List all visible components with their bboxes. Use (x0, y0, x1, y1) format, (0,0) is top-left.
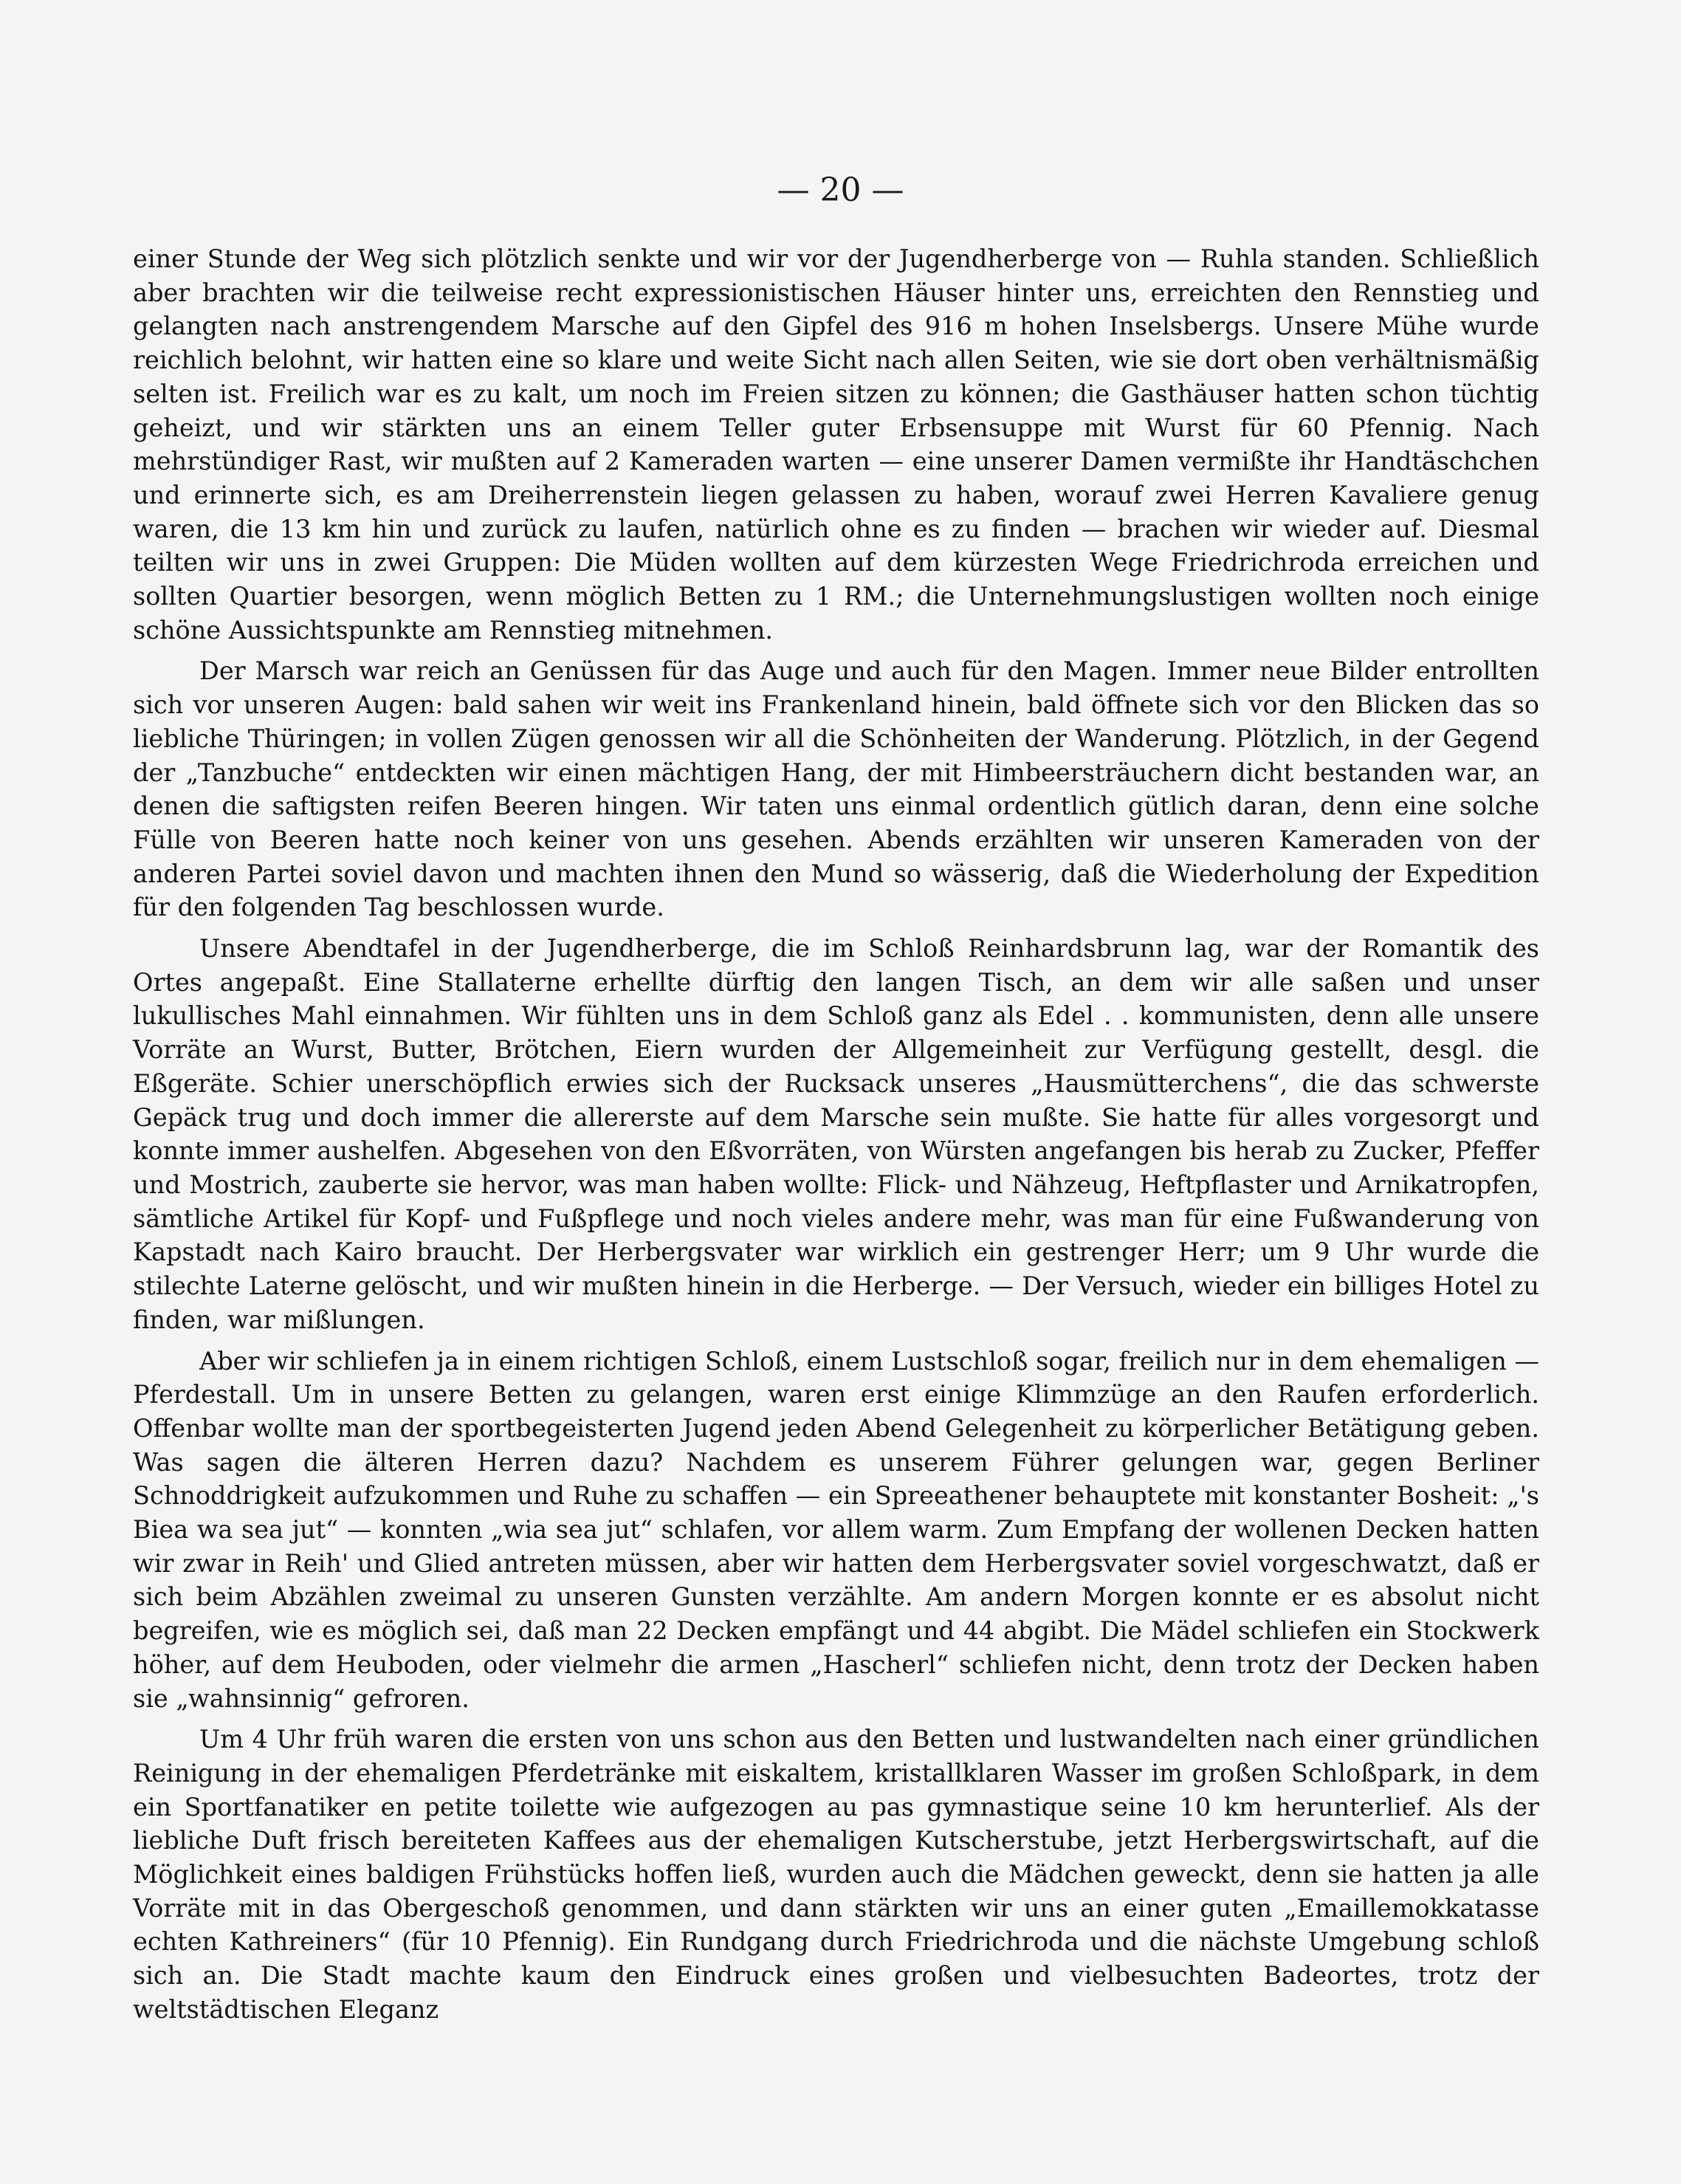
page-number: — 20 — (777, 171, 904, 209)
body-text (133, 242, 1539, 2034)
paragraph-3: Unsere Abendtafel in der Jugendherberge, die im Schloß Reinhardsbrunn lag, war der Romantik des Ortes angepaßt. Eine Stallaterne erhellte dürftig den langen Tisch, an dem wir alle saßen und unser lukullisches Mahl einnahmen. Wir fühlten uns in dem Schloß ganz als Edel . . kommunisten, denn alle unsere Vorräte an Wurst, Butter, Brötchen, Eiern wurden der Allgemeinheit zur Verfügung gestellt, desgl. die Eßgeräte. Schier unerschöpflich erwies sich der Rucksack unseres „Hausmütterchens“, die das schwerste Gepäck trug und doch immer die allererste auf dem Marsche sein mußte. Sie hatte für alles vorgesorgt und konnte immer aushelfen. Abgesehen von den Eßvorräten, von Würsten angefangen bis herab zu Zucker, Pfeffer und Mostrich, zauberte sie hervor, was man haben wollte: Flick- und Nähzeug, Heftpflaster und Arnikatropfen, sämtliche Artikel für Kopf- und Fußpflege und noch vieles andere mehr, was man für eine Fußwanderung von Kapstadt nach Kairo braucht. Der Herbergsvater war wirklich ein gestrenger Herr; um 9 Uhr wurde die stilechte Laterne gelöscht, und wir mußten hinein in die Herberge. — Der Versuch, wieder ein billiges Hotel zu finden, war mißlungen. (133, 934, 1539, 1334)
paragraph-2: Der Marsch war reich an Genüssen für das Auge und auch für den Magen. Immer neue Bilder entrollten sich vor unseren Augen: bald sahen wir weit ins Frankenland hinein, bald öffnete sich vor den Blicken das so liebliche Thüringen; in vollen Zügen genossen wir all die Schönheiten der Wanderung. Plötzlich, in der Gegend der „Tanzbuche“ entdeckten wir einen mächtigen Hang, der mit Himbeersträuchern dicht bestanden war, an denen die saftigsten reifen Beeren hingen. Wir taten uns einmal ordentlich gütlich daran, denn eine solche Fülle von Beeren hatte noch keiner von uns gesehen. Abends erzählten wir unseren Kameraden von der anderen Partei soviel davon und machten ihnen den Mund so wässerig, daß die Wiederholung der Expedition für den folgenden Tag beschlossen wurde. (133, 656, 1539, 922)
paragraph-5: Um 4 Uhr früh waren die ersten von uns schon aus den Betten und lustwandelten nach einer gründlichen Reinigung in der ehemaligen Pferdetränke mit eiskaltem, kristallklaren Wasser im großen Schloßpark, in dem ein Sportfanatiker en petite toilette wie aufgezogen au pas gymnastique seine 10 km herunterlief. Als der liebliche Duft frisch bereiteten Kaffees aus der ehemaligen Kutscherstube, jetzt Herbergswirtschaft, auf die Möglichkeit eines baldigen Frühstücks hoffen ließ, wurden auch die Mädchen geweckt, denn sie hatten ja alle Vorräte mit in das Obergeschoß genommen, und dann stärkten wir uns an einer guten „Emaillemokkatasse echten Kathreiners“ (für 10 Pfennig). Ein Rundgang durch Friedrichroda und die nächste Umgebung schloß sich an. Die Stadt machte kaum den Eindruck eines großen und vielbesuchten Badeortes, trotz der weltstädtischen Eleganz (133, 1725, 1539, 2024)
paragraph-4: Aber wir schliefen ja in einem richtigen Schloß, einem Lustschloß sogar, freilich nur in dem ehemaligen — Pferdestall. Um in unsere Betten zu gelangen, waren erst einige Klimmzüge an den Raufen erforderlich. Offenbar wollte man der sportbegeisterten Jugend jeden Abend Gelegenheit zu körperlicher Betätigung geben. Was sagen die älteren Herren dazu? Nachdem es unserem Führer gelungen war, gegen Berliner Schnoddrigkeit aufzukommen und Ruhe zu schaffen — ein Spreeathener behauptete mit konstanter Bosheit: „'s Biea wa sea jut“ — konnten „wia sea jut“ schlafen, vor allem warm. Zum Empfang der wollenen Decken hatten wir zwar in Reih' und Glied antreten müssen, aber wir hatten dem Herbergsvater soviel vorgeschwatzt, daß er sich beim Abzählen zweimal zu unseren Gunsten verzählte. Am andern Morgen konnte er es absolut nicht begreifen, wie es möglich sei, daß man 22 Decken empfängt und 44 abgibt. Die Mädel schliefen ein Stockwerk höher, auf dem Heuboden, oder vielmehr die armen „Hascherl“ schliefen nicht, denn trotz der Decken haben sie „wahnsinnig“ gefroren. (133, 1346, 1539, 1713)
paragraph-1: einer Stunde der Weg sich plötzlich senkte und wir vor der Jugendherberge von — Ruhla standen. Schließlich aber brachten wir die teilweise recht expressionistischen Häuser hinter uns, erreichten den Rennstieg und gelangten nach anstrengendem Marsche auf den Gipfel des 916 m hohen Inselsbergs. Unsere Mühe wurde reichlich belohnt, wir hatten eine so klare und weite Sicht nach allen Seiten, wie sie dort oben verhältnismäßig selten ist. Freilich war es zu kalt, um noch im Freien sitzen zu können; die Gasthäuser hatten schon tüchtig geheizt, und wir stärkten uns an einem Teller guter Erbsensuppe mit Wurst für 60 Pfennig. Nach mehrstündiger Rast, wir mußten auf 2 Kameraden warten — eine unserer Damen vermißte ihr Handtäschchen und erinnerte sich, es am Dreiherrenstein liegen gelassen zu haben, worauf zwei Herren Kavaliere genug waren, die 13 km hin und zurück zu laufen, natürlich ohne es zu finden — brachen wir wieder auf. Diesmal teilten wir uns in zwei Gruppen: Die Müden wollten auf dem kürzesten Wege Friedrichroda erreichen und sollten Quartier besorgen, wenn möglich Betten zu 1 RM.; die Unternehmungslustigen wollten noch einige schöne Aussichtspunkte am Rennstieg mitnehmen. (133, 244, 1539, 645)
